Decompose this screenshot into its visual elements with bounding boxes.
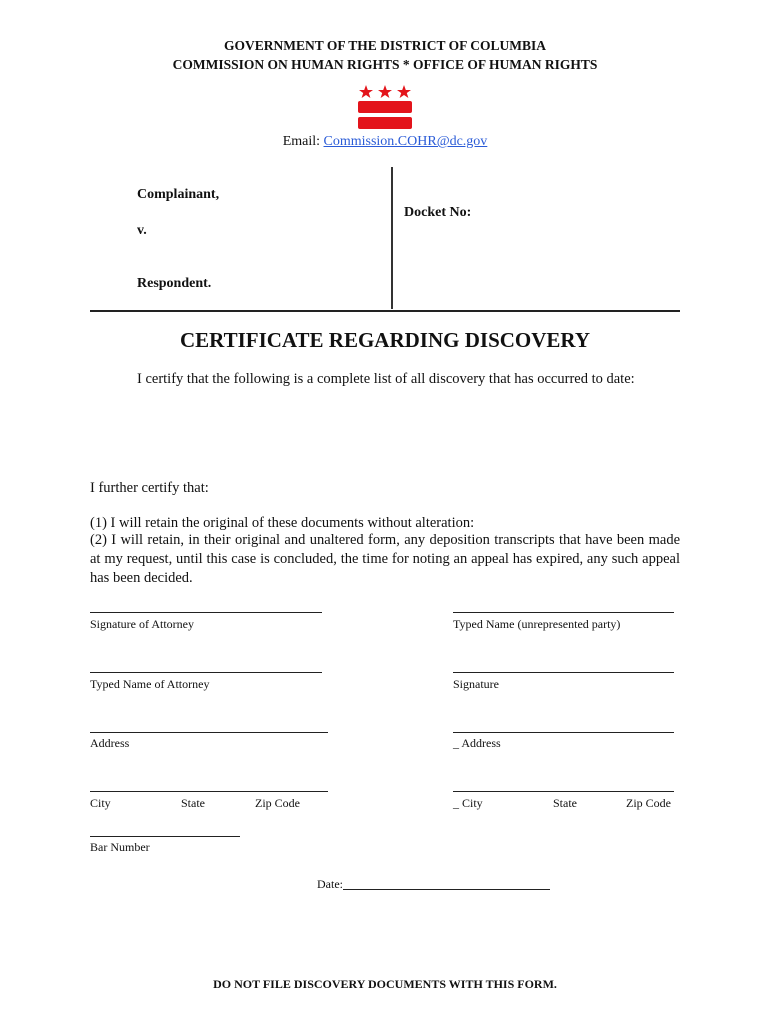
party-address-label: _ Address <box>453 736 501 750</box>
certify-item-2: (2) I will retain, in their original and unaltered form, any deposition transcripts that have been made at my request, until this case is concluded, the time for noting an appeal has expired, any such appeal has been decided. <box>90 532 680 586</box>
bar-number-label: Bar Number <box>90 840 150 854</box>
party-typed-name-label: Typed Name (unrepresented party) <box>453 617 621 631</box>
party-state-label: State <box>553 796 577 810</box>
attorney-address-line[interactable] <box>90 732 328 733</box>
party-signature-label: Signature <box>453 677 499 691</box>
attorney-signature-label: Signature of Attorney <box>90 617 194 631</box>
email-label: Email: <box>282 134 324 149</box>
attorney-city-label: City <box>90 796 111 810</box>
further-certify: I further certify that: <box>90 480 209 496</box>
attorney-typed-name-line[interactable] <box>90 672 322 673</box>
attorney-zip-label: Zip Code <box>255 796 300 810</box>
bar-number-line[interactable] <box>90 836 240 837</box>
party-address-line[interactable] <box>453 732 674 733</box>
complainant-label: Complainant, <box>137 187 220 202</box>
caption-divider-vertical <box>391 167 393 309</box>
party-typed-name-line[interactable] <box>453 612 674 613</box>
certify-item-1: (1) I will retain the original of these documents without alteration: <box>90 515 475 531</box>
party-zip-label: Zip Code <box>626 796 671 810</box>
email-line <box>0 134 770 150</box>
party-city-label: _ City <box>453 796 483 810</box>
date-line[interactable] <box>343 889 550 890</box>
footer-warning: DO NOT FILE DISCOVERY DOCUMENTS WITH THIS FORM. <box>213 977 557 991</box>
party-signature-line[interactable] <box>453 672 674 673</box>
attorney-signature-line[interactable] <box>90 612 322 613</box>
versus-label: v. <box>137 223 147 238</box>
header-government: GOVERNMENT OF THE DISTRICT OF COLUMBIA <box>224 38 546 53</box>
attorney-city-line[interactable] <box>90 791 328 792</box>
dc-flag-logo <box>357 84 413 130</box>
header-commission: COMMISSION ON HUMAN RIGHTS * OFFICE OF HUMAN RIGHTS <box>172 57 598 72</box>
document-title: CERTIFICATE REGARDING DISCOVERY <box>179 328 591 352</box>
certify-intro: I certify that the following is a complete list of all discovery that has occurred to date: <box>137 371 635 387</box>
attorney-state-label: State <box>181 796 205 810</box>
caption-divider-horizontal <box>90 310 680 312</box>
email-link[interactable]: Commission.COHR@dc.gov <box>323 134 488 149</box>
attorney-address-label: Address <box>90 736 130 750</box>
party-city-line[interactable] <box>453 791 674 792</box>
attorney-typed-name-label: Typed Name of Attorney <box>90 677 210 691</box>
docket-label: Docket No: <box>404 205 472 220</box>
respondent-label: Respondent. <box>137 276 212 291</box>
date-label: Date: <box>317 877 343 891</box>
